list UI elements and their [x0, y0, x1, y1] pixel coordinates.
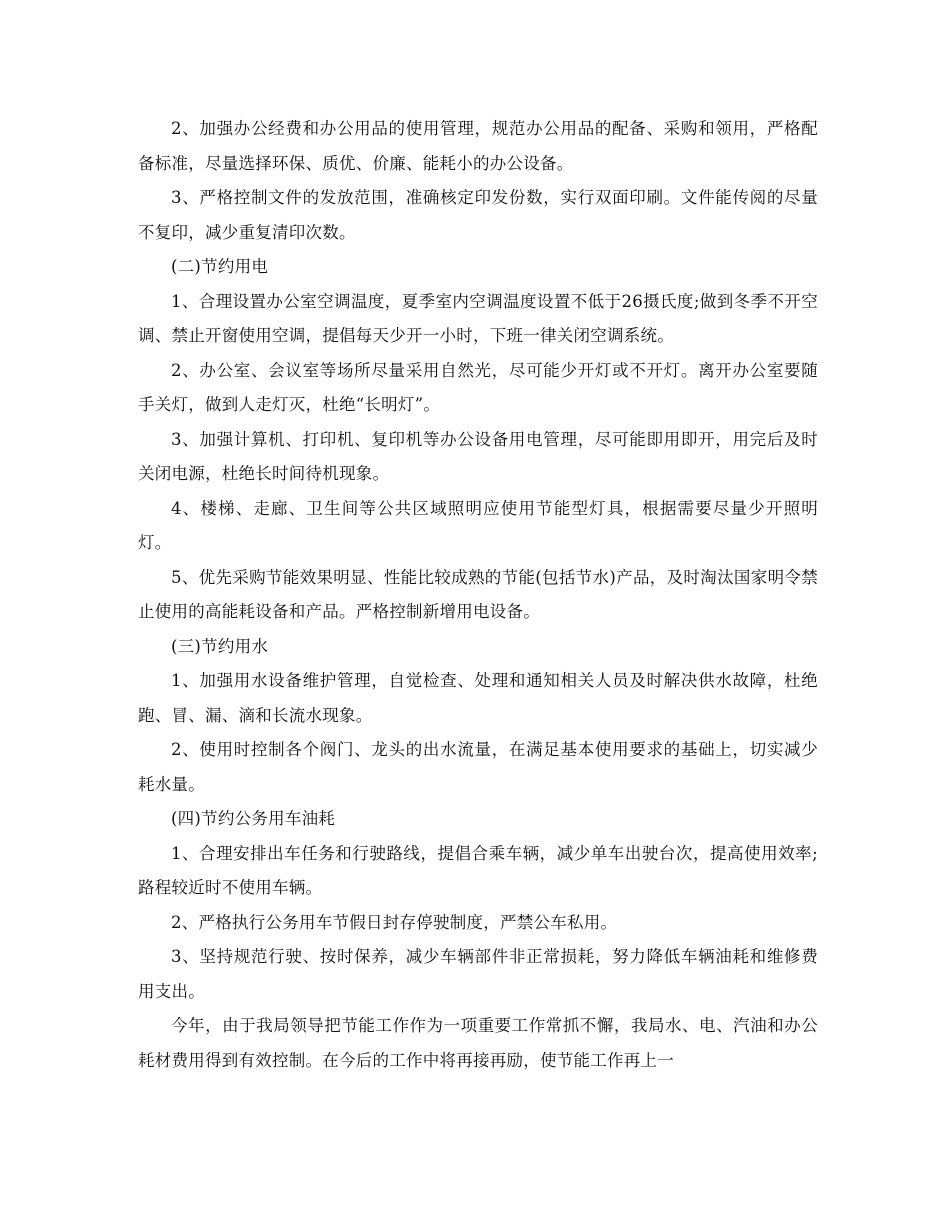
- paragraph-summary: 今年，由于我局领导把节能工作作为一项重要工作常抓不懈，我局水、电、汽油和办公耗材费用得到有效控制。在今后的工作中将再接再励，使节能工作再上一: [138, 1016, 818, 1070]
- paragraph-procurement: 5、优先采购节能效果明显、性能比较成熟的节能(包括节水)产品，及时淘汰国家明令禁止使用的高能耗设备和产品。严格控制新增用电设备。: [138, 567, 818, 621]
- paragraph-water-flow: 2、使用时控制各个阀门、龙头的出水流量，在满足基本使用要求的基础上，切实减少耗水量。: [138, 740, 818, 794]
- section-heading-water: (三)节约用水: [171, 636, 269, 656]
- paragraph-office-supplies: 2、加强办公经费和办公用品的使用管理，规范办公用品的配备、采购和领用，严格配备标准，尽量选择环保、质优、价廉、能耗小的办公设备。: [138, 119, 818, 173]
- document-body: [138, 112, 818, 1078]
- paragraph-vehicle-routes: 1、合理安排出车任务和行驶路线，提倡合乘车辆，减少单车出驶台次，提高使用效率;路程较近时不使用车辆。: [138, 843, 818, 897]
- paragraph-vehicle-holidays: 2、严格执行公务用车节假日封存停驶制度，严禁公车私用。: [171, 912, 618, 932]
- paragraph-lighting: 2、办公室、会议室等场所尽量采用自然光，尽可能少开灯或不开灯。离开办公室要随手关灯，做到人走灯灭，杜绝“长明灯”。: [138, 360, 818, 414]
- paragraph-public-lighting: 4、楼梯、走廊、卫生间等公共区域照明应使用节能型灯具，根据需要尽量少开照明灯。: [138, 498, 818, 552]
- paragraph-air-conditioning: 1、合理设置办公室空调温度，夏季室内空调温度设置不低于26摄氏度;做到冬季不开空调、禁止开窗使用空调，提倡每天少开一小时，下班一律关闭空调系统。: [138, 291, 818, 345]
- paragraph-office-equipment: 3、加强计算机、打印机、复印机等办公设备用电管理，尽可能即用即开，用完后及时关闭电源，杜绝长时间待机现象。: [138, 429, 818, 483]
- section-heading-electricity: (二)节约用电: [171, 257, 269, 276]
- paragraph-vehicle-maintenance: 3、坚持规范行驶、按时保养，减少车辆部件非正常损耗，努力降低车辆油耗和维修费用支出。: [138, 947, 818, 1001]
- paragraph-water-maintenance: 1、加强用水设备维护管理，自觉检查、处理和通知相关人员及时解决供水故障，杜绝跑、冒、漏、滴和长流水现象。: [138, 671, 818, 725]
- section-heading-vehicles: (四)节约公务用车油耗: [171, 809, 336, 828]
- paragraph-document-printing: 3、严格控制文件的发放范围，准确核定印发份数，实行双面印刷。文件能传阅的尽量不复印，减少重复清印次数。: [138, 188, 818, 242]
